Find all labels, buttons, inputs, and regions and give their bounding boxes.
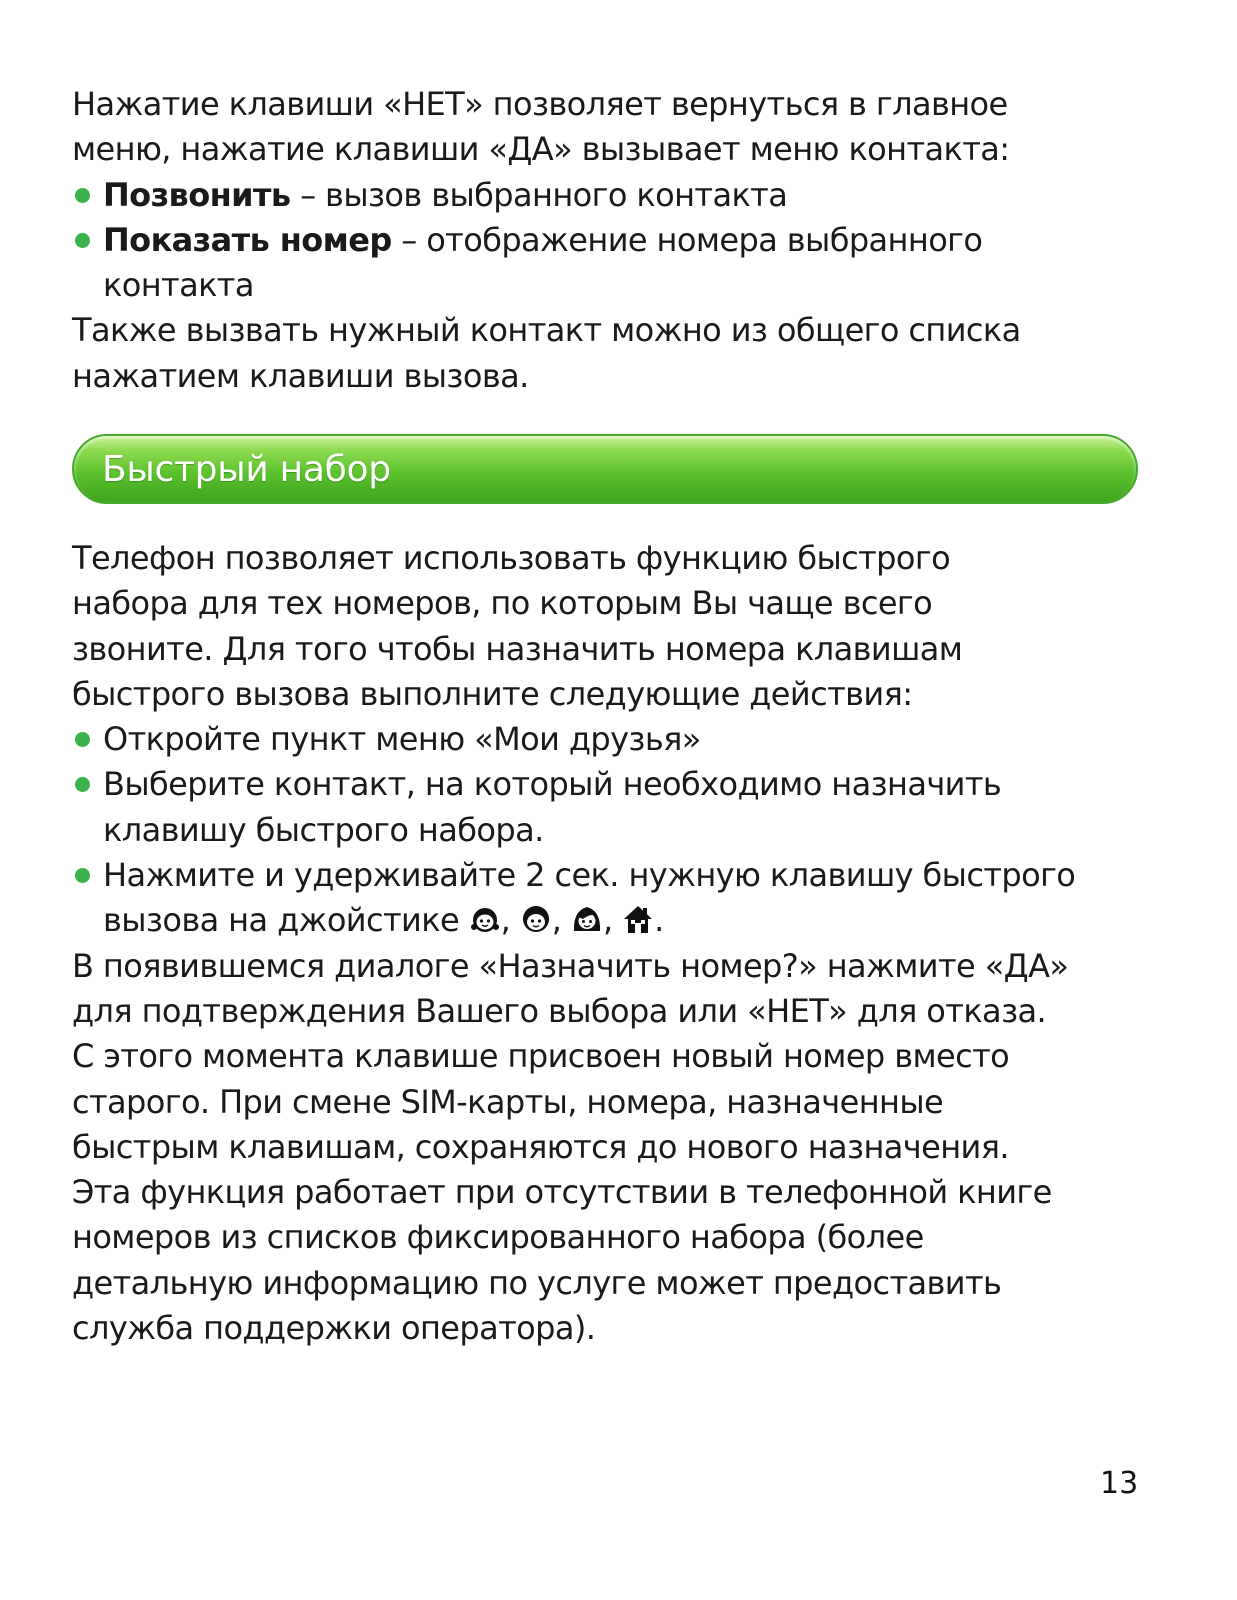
- text-line: Также вызвать нужный контакт можно из общего списка: [72, 311, 1021, 350]
- list-item-desc: – отображение номера выбранного: [391, 220, 983, 259]
- text-line: старого. При смене SIM-карты, номера, назначенные: [72, 1082, 944, 1121]
- text-line: меню, нажатие клавиши «ДА» вызывает меню контакта:: [72, 130, 1010, 169]
- text-line: номеров из списков фиксированного набора (более: [72, 1218, 924, 1257]
- text-line: служба поддержки оператора).: [72, 1309, 596, 1348]
- text-line: В появившемся диалоге «Назначить номер?» нажмите «ДА»: [72, 946, 1069, 985]
- boy-face-icon: [520, 903, 552, 935]
- intro-paragraph: [72, 82, 1152, 173]
- steps-list: [72, 717, 1152, 943]
- list-item: Нажмите и удерживайте 2 сек. нужную клавишу быстрого вызова на джойстике , , , .: [72, 853, 1152, 944]
- contact-menu-list: [72, 173, 1152, 309]
- intro-block: [72, 82, 1152, 399]
- list-item-desc: – вызов выбранного контакта: [290, 175, 788, 214]
- outro-paragraph: [72, 308, 1152, 399]
- list-item: [72, 717, 1152, 762]
- text-line: быстрым клавишам, сохраняются до нового назначения.: [72, 1127, 1009, 1166]
- speed-dial-block: [72, 536, 1152, 1351]
- bullet-icon: [75, 188, 90, 203]
- speed-dial-details: [72, 944, 1152, 1352]
- bullet-icon: [75, 868, 90, 883]
- text-line: Нажатие клавиши «НЕТ» позволяет вернуться в главное: [72, 85, 1008, 123]
- bullet-icon: [75, 777, 90, 792]
- bullet-icon: [75, 233, 90, 248]
- step-text: клавишу быстрого набора.: [103, 810, 544, 849]
- girl-face-icon: [469, 903, 501, 935]
- list-item-desc: контакта: [103, 266, 254, 305]
- text-line: набора для тех номеров, по которым Вы чаще всего: [72, 584, 933, 623]
- section-heading-bar: [72, 434, 1138, 504]
- list-item: [72, 218, 1152, 309]
- list-item: [72, 762, 1152, 853]
- text-line: звоните. Для того чтобы назначить номера клавишам: [72, 629, 963, 668]
- text-line: быстрого вызова выполните следующие действия:: [72, 674, 913, 713]
- woman-face-icon: [571, 903, 603, 935]
- step-text: Откройте пункт меню «Мои друзья»: [103, 720, 701, 759]
- text-line: детальную информацию по услуге может предоставить: [72, 1263, 1002, 1302]
- step-text: Нажмите и удерживайте 2 сек. нужную клавишу быстрого: [103, 856, 1076, 895]
- section-title: Быстрый набор: [102, 449, 391, 490]
- bullet-icon: [75, 732, 90, 747]
- text-line: нажатием клавиши вызова.: [72, 356, 529, 395]
- text-line: С этого момента клавише присвоен новый номер вместо: [72, 1037, 1010, 1076]
- speed-dial-intro: [72, 536, 1152, 717]
- list-item-term: Позвонить: [103, 175, 291, 214]
- list-item: [72, 173, 1152, 218]
- page-number: 13: [1100, 1466, 1139, 1501]
- house-icon: [622, 903, 654, 935]
- step-text: вызова на джойстике: [103, 901, 460, 940]
- step-text: Выберите контакт, на который необходимо назначить: [103, 765, 1002, 804]
- text-line: для подтверждения Вашего выбора или «НЕТ» для отказа.: [72, 991, 1047, 1030]
- text-line: Эта функция работает при отсутствии в телефонной книге: [72, 1173, 1052, 1212]
- text-line: Телефон позволяет использовать функцию быстрого: [72, 539, 951, 577]
- list-item-term: Показать номер: [103, 220, 392, 259]
